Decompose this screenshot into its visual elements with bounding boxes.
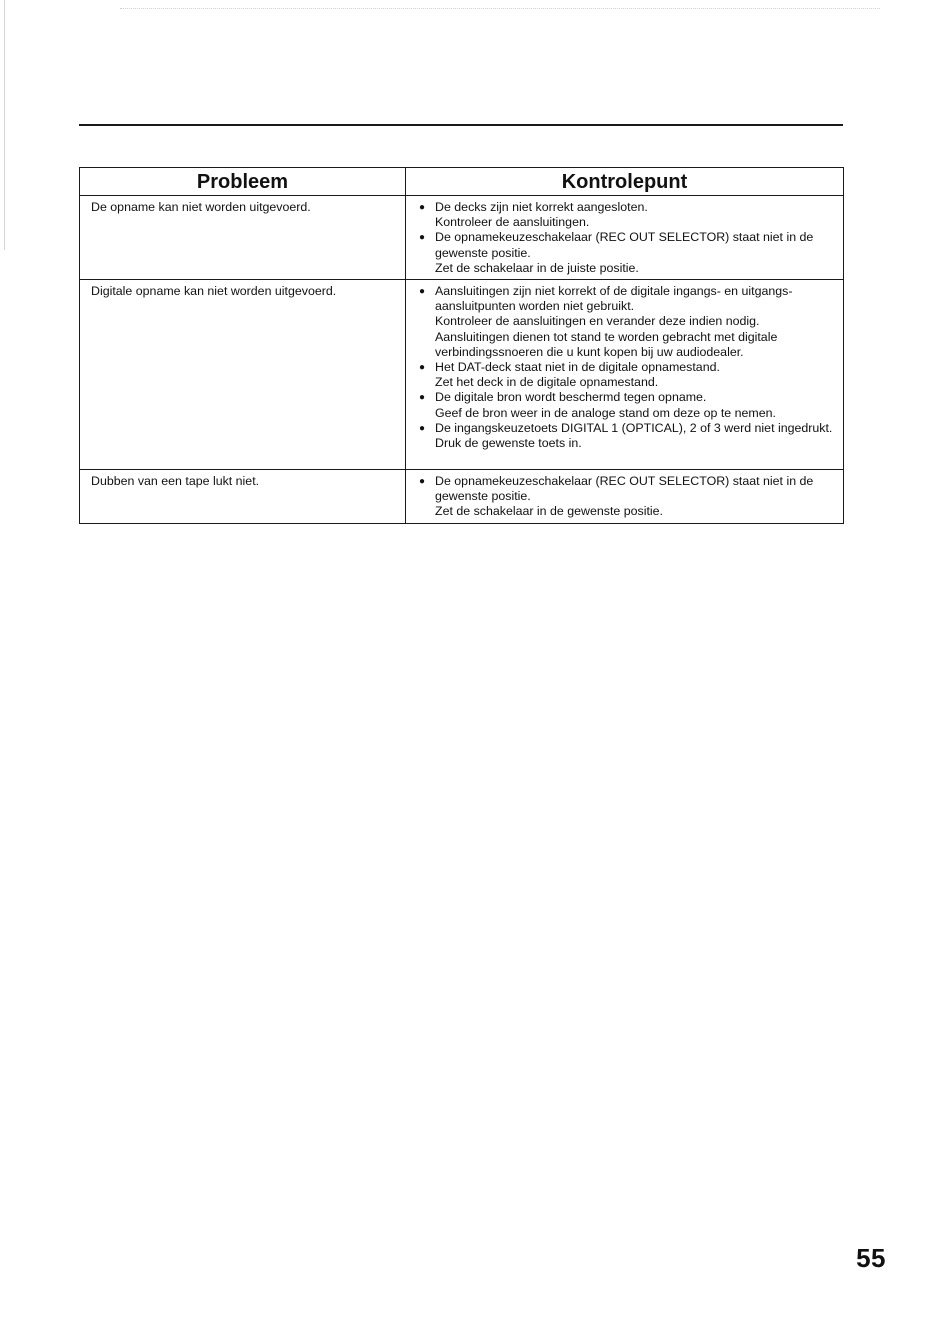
- check-list: [417, 284, 835, 451]
- header-rule: [79, 124, 843, 126]
- check-cell: [406, 470, 844, 524]
- check-cell: [406, 280, 844, 470]
- check-cause: Het DAT-deck staat niet in de digitale opnamestand.: [435, 360, 720, 375]
- check-item: [419, 420, 835, 451]
- table-row: [80, 280, 844, 470]
- bullet-icon: ●: [419, 422, 426, 434]
- check-item: [419, 474, 835, 520]
- check-remedy: Zet de schakelaar in de juiste positie.: [435, 260, 639, 275]
- check-cause: Aansluitingen zijn niet korrekt of de digitale ingangs- en uitgangs-aansluitpunten worden niet gebruikt.: [435, 284, 793, 314]
- check-list: [417, 200, 835, 276]
- check-item: [419, 360, 835, 390]
- check-remedy: Zet het deck in de digitale opnamestand.: [435, 375, 659, 390]
- check-item: [419, 390, 835, 420]
- problem-text: Dubben van een tape lukt niet.: [91, 474, 260, 489]
- check-cause: De opnamekeuzeschakelaar (REC OUT SELECTOR) staat niet in de gewenste positie.: [435, 230, 814, 260]
- check-remedy: Kontroleer de aansluitingen en verander deze indien nodig.: [435, 314, 760, 329]
- bullet-icon: ●: [419, 232, 426, 244]
- page-number: 55: [856, 1243, 886, 1273]
- bullet-icon: ●: [419, 476, 426, 488]
- check-list: [417, 474, 835, 520]
- bullet-icon: ●: [419, 202, 426, 213]
- bullet-icon: ●: [419, 362, 426, 374]
- check-remedy: Kontroleer de aansluitingen.: [435, 215, 590, 230]
- scan-top-line: [120, 8, 880, 9]
- check-remedy: Zet de schakelaar in de gewenste positie.: [435, 504, 663, 519]
- bullet-icon: ●: [419, 286, 426, 298]
- problem-cell: [80, 470, 406, 524]
- bullet-icon: ●: [419, 392, 426, 404]
- problem-cell: [80, 196, 406, 280]
- check-note: Aansluitingen dienen tot stand te worden gebracht met digitale verbindingssnoeren die u kunt kopen bij uw audiodealer.: [435, 329, 778, 359]
- check-item: [419, 200, 835, 230]
- problem-text: Digitale opname kan niet worden uitgevoerd.: [91, 284, 337, 299]
- check-item: [419, 284, 835, 360]
- table-header-row: [80, 168, 844, 196]
- check-item: [419, 230, 835, 276]
- problem-text: De opname kan niet worden uitgevoerd.: [91, 200, 311, 214]
- check-cause: De decks zijn niet korrekt aangesloten.: [435, 200, 648, 214]
- check-cause: De ingangskeuzetoets DIGITAL 1 (OPTICAL), 2 of 3 werd niet ingedrukt.: [435, 420, 833, 435]
- header-probleem: Probleem: [80, 168, 406, 196]
- header-kontrolepunt: Kontrolepunt: [406, 168, 844, 196]
- scan-margin-line: [4, 0, 5, 250]
- troubleshooting-table: [79, 167, 844, 524]
- problem-cell: [80, 280, 406, 470]
- check-cell: [406, 196, 844, 280]
- check-cause: De opnamekeuzeschakelaar (REC OUT SELECTOR) staat niet in de gewenste positie.: [435, 474, 814, 504]
- table-row: [80, 470, 844, 524]
- table-row: [80, 196, 844, 280]
- check-remedy: Geef de bron weer in de analoge stand om deze op te nemen.: [435, 405, 776, 420]
- check-cause: De digitale bron wordt beschermd tegen opname.: [435, 390, 707, 405]
- check-remedy: Druk de gewenste toets in.: [435, 436, 582, 451]
